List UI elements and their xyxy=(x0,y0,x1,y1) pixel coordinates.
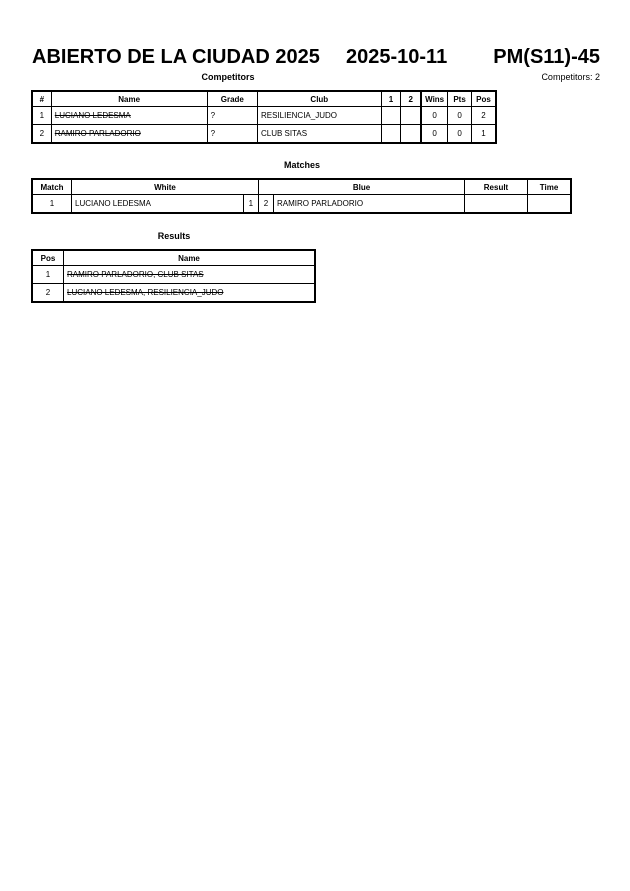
competitor-match-2 xyxy=(401,125,421,144)
competitor-club: RESILIENCIA_JUDO xyxy=(257,107,381,125)
result-pos: 1 xyxy=(32,266,64,284)
match-result xyxy=(465,195,528,214)
competitors-count xyxy=(541,72,600,82)
col-club: Club xyxy=(257,91,381,107)
competitor-pos: 1 xyxy=(471,125,496,144)
col-match-1: 1 xyxy=(381,91,401,107)
col-result-pos: Pos xyxy=(32,250,64,266)
col-blue: Blue xyxy=(259,179,465,195)
competitor-wins: 0 xyxy=(421,107,448,125)
col-name: Name xyxy=(51,91,207,107)
competitor-pts: 0 xyxy=(448,107,472,125)
col-result: Result xyxy=(465,179,528,195)
match-number: 1 xyxy=(32,195,72,214)
tournament-title: ABIERTO DE LA CIUDAD 2025 xyxy=(32,46,320,68)
competitor-pts: 0 xyxy=(448,125,472,144)
result-pos: 2 xyxy=(32,284,64,303)
match-white-name: LUCIANO LEDESMA xyxy=(72,195,244,214)
table-row xyxy=(32,107,496,125)
table-row xyxy=(32,195,571,214)
results-table xyxy=(31,249,316,303)
matches-table xyxy=(31,178,572,214)
competitors-header-row xyxy=(32,91,496,107)
col-grade: Grade xyxy=(207,91,257,107)
col-pos: Pos xyxy=(471,91,496,107)
competitors-section-title: Competitors xyxy=(201,72,255,82)
col-white: White xyxy=(72,179,259,195)
competitor-num: 1 xyxy=(32,107,51,125)
report-header xyxy=(32,46,600,70)
col-match: Match xyxy=(32,179,72,195)
tournament-date: 2025-10-11 xyxy=(346,46,448,68)
competitor-grade: ? xyxy=(207,125,257,144)
competitor-name: LUCIANO LEDESMA xyxy=(51,107,207,125)
col-num: # xyxy=(32,91,51,107)
category-name: PM(S11)-45 xyxy=(493,46,600,68)
match-blue-name: RAMIRO PARLADORIO xyxy=(274,195,465,214)
match-blue-num: 2 xyxy=(259,195,274,214)
result-name: LUCIANO LEDESMA, RESILIENCIA_JUDO xyxy=(64,284,316,303)
matches-header-row xyxy=(32,179,571,195)
col-wins: Wins xyxy=(421,91,448,107)
competitor-match-2 xyxy=(401,107,421,125)
competitor-num: 2 xyxy=(32,125,51,144)
competitors-count-label: Competitors: xyxy=(541,72,593,82)
competitor-pos: 2 xyxy=(471,107,496,125)
table-row xyxy=(32,284,315,303)
match-time xyxy=(528,195,572,214)
table-row xyxy=(32,266,315,284)
results-section-title: Results xyxy=(157,231,191,241)
competitor-wins: 0 xyxy=(421,125,448,144)
competitors-count-value: 2 xyxy=(594,72,600,82)
col-match-2: 2 xyxy=(401,91,421,107)
col-result-name: Name xyxy=(64,250,316,266)
matches-section-title: Matches xyxy=(283,160,320,170)
competitor-grade: ? xyxy=(207,107,257,125)
table-row xyxy=(32,125,496,144)
result-name: RAMIRO PARLADORIO, CLUB SITAS xyxy=(64,266,316,284)
results-header-row xyxy=(32,250,315,266)
competitors-table xyxy=(31,90,497,144)
competitor-club: CLUB SITAS xyxy=(257,125,381,144)
competitor-match-1 xyxy=(381,125,401,144)
competitor-name: RAMIRO PARLADORIO xyxy=(51,125,207,144)
col-time: Time xyxy=(528,179,572,195)
col-pts: Pts xyxy=(448,91,472,107)
competitor-match-1 xyxy=(381,107,401,125)
match-white-num: 1 xyxy=(243,195,258,214)
